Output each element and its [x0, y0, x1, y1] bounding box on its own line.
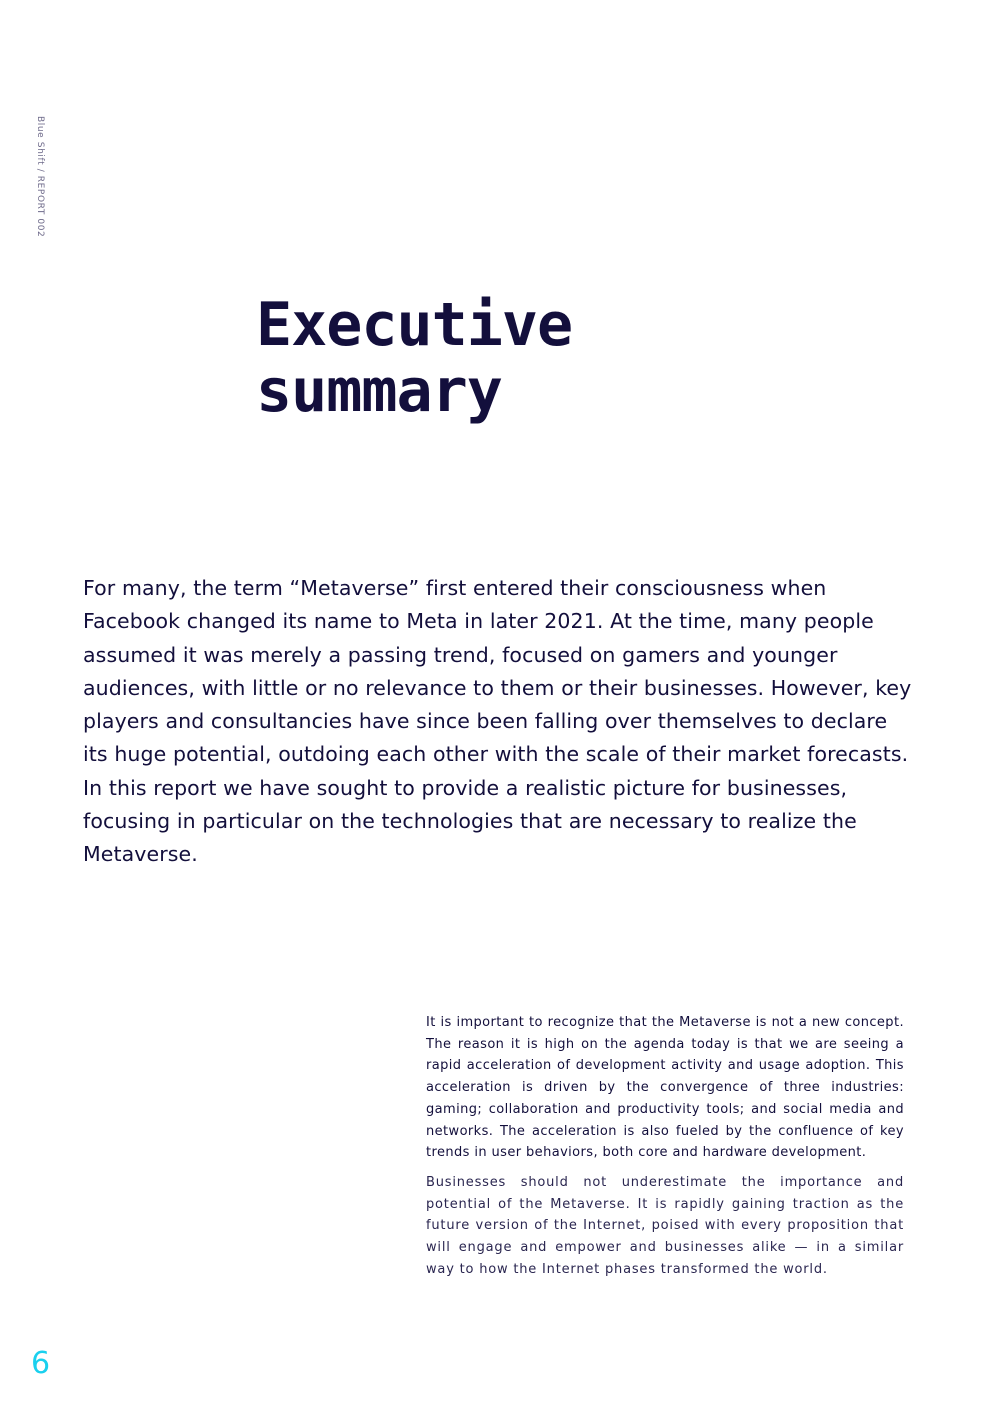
page-number: 6: [31, 1346, 51, 1381]
lead-paragraph: For many, the term “Metaverse” first entered their consciousness when Facebook changed its name to Meta in later 2021. At the time, many people assumed it was merely a passing trend, focused on gamers and younger audiences, with little or no relevance to them or their businesses. However, key players and consultancies have since been falling over themselves to declare its huge potential, outdoing each other with the scale of their market forecasts. In this report we have sought to provide a realistic picture for businesses, focusing in particular on the technologies that are necessary to realize the Metaverse.: [83, 576, 912, 867]
report-running-header: Blue Shift / REPORT 002: [35, 116, 45, 238]
page-title: [256, 292, 572, 424]
secondary-paragraph-1: It is important to recognize that the Metaverse is not a new concept. The reason it is high on the agenda today is that we are seeing a rapid acceleration of development activity and usage adoption. This acceleration is driven by the convergence of three industries: gaming; collaboration and productivity tools; and social media and networks. The acceleration is also fueled by the confluence of key trends in user behaviors, both core and hardware development.: [426, 1015, 904, 1161]
page-title-line-2: summary: [256, 356, 502, 426]
secondary-paragraph-2: Businesses should not underestimate the importance and potential of the Metaverse. It is rapidly gaining traction as the future version of the Internet, poised with every proposition that will engage and empower and businesses alike — in a similar way to how the Internet phases transformed the world.: [426, 1174, 904, 1277]
page-title-line-1: Executive: [256, 290, 573, 360]
secondary-text-block: [426, 1012, 904, 1288]
